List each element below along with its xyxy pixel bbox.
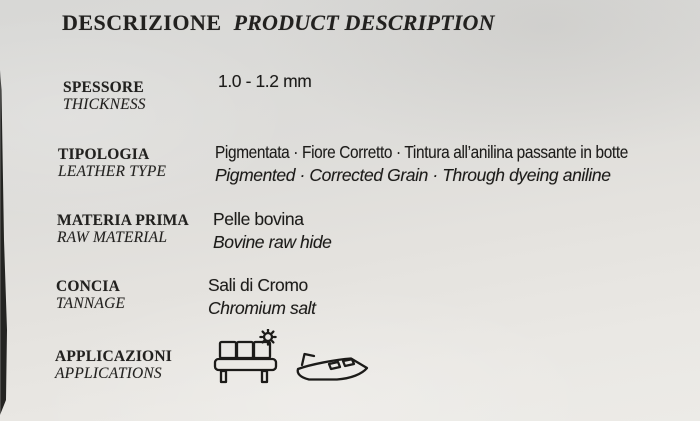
- value-concia-it: Sali di Cromo: [208, 275, 308, 295]
- label-tipologia: [58, 146, 166, 180]
- boat-icon: [294, 350, 370, 383]
- value-materia-prima-en: Bovine raw hide: [213, 231, 332, 252]
- label-applicazioni-it: APPLICAZIONI: [55, 348, 172, 365]
- value-materia-prima: [213, 208, 332, 253]
- sofa-sun-icon: [213, 329, 279, 387]
- label-concia: [56, 278, 125, 312]
- value-tipologia-en: Pigmented · Corrected Grain · Through dyeing aniline: [215, 164, 611, 185]
- label-tipologia-it: TIPOLOGIA: [58, 146, 150, 163]
- value-spessore-it: 1.0 - 1.2 mm: [218, 71, 312, 91]
- label-tipologia-en: LEATHER TYPE: [58, 163, 167, 180]
- page-title: [62, 10, 495, 36]
- value-spessore: [218, 70, 311, 93]
- label-materia-prima-en: RAW MATERIAL: [57, 229, 168, 246]
- label-spessore: [63, 79, 146, 113]
- label-applicazioni-en: APPLICATIONS: [55, 365, 162, 382]
- value-tipologia: [215, 141, 684, 186]
- value-tipologia-it: Pigmentata · Fiore Corretto · Tintura all’anilina passante in botte: [215, 142, 628, 162]
- label-spessore-en: THICKNESS: [63, 96, 146, 113]
- label-concia-it: CONCIA: [56, 278, 121, 295]
- label-materia-prima-it: MATERIA PRIMA: [57, 212, 189, 229]
- label-spessore-it: SPESSORE: [63, 79, 144, 96]
- photo-left-edge: [0, 0, 12, 421]
- title-italian: DESCRIZIONE: [62, 10, 222, 35]
- label-concia-en: TANNAGE: [56, 295, 126, 312]
- value-materia-prima-it: Pelle bovina: [213, 209, 304, 229]
- label-applicazioni: [55, 348, 172, 382]
- value-concia-en: Chromium salt: [208, 297, 316, 318]
- value-concia: [208, 274, 316, 319]
- title-english: PRODUCT DESCRIPTION: [233, 10, 495, 35]
- label-materia-prima: [57, 212, 189, 246]
